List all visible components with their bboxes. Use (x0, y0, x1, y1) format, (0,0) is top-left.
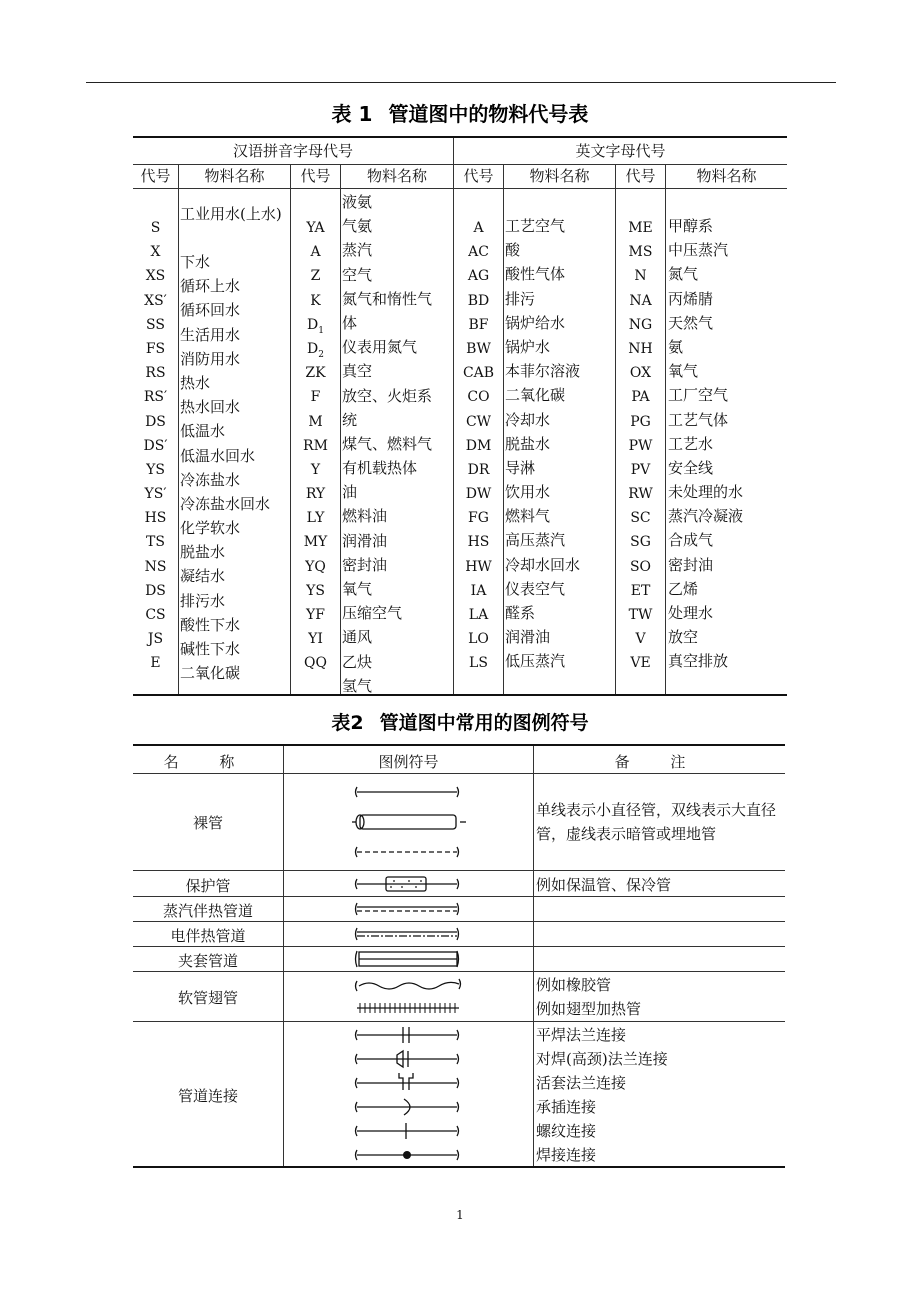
material-code: ME (628, 220, 653, 236)
material-code: RS (145, 365, 166, 382)
connection-notes (536, 1023, 668, 1167)
steam-traced-symbol (284, 897, 534, 921)
material-name: 消防用水 (180, 349, 241, 368)
col-name-header-text: 名 称 (163, 753, 253, 771)
material-code: SC (630, 510, 651, 527)
material-name: 排污水 (180, 591, 226, 610)
material-code: $D_2$ (307, 340, 324, 360)
material-code: YS′ (144, 486, 167, 503)
table1-title-text: 管道图中的物料代号表 (388, 102, 589, 126)
material-name: 导淋 (505, 458, 536, 477)
material-name: 氧气 (668, 362, 699, 381)
material-code: A (310, 244, 321, 261)
material-name: 密封油 (668, 555, 714, 574)
steam-traced-name: 蒸汽伴热管道 (162, 902, 253, 920)
material-code: YF (306, 607, 325, 623)
material-code: BD (467, 292, 490, 309)
english-names-column-1 (505, 214, 615, 674)
material-code: Z (310, 268, 321, 285)
col-name-header (133, 751, 283, 772)
protected-pipe-name: 保护管 (185, 877, 231, 895)
material-name: 排污 (505, 289, 536, 308)
material-name: 脱盐水 (505, 434, 551, 453)
material-code: V (635, 631, 646, 648)
pinyin-codes-column-2 (291, 216, 340, 676)
material-name: 脱盐水 (180, 543, 226, 562)
material-code: PA (631, 389, 650, 406)
material-name: 凝结水 (180, 567, 226, 586)
table1-divider (340, 164, 341, 694)
material-code: XS (145, 268, 166, 285)
material-code: M (308, 413, 323, 430)
material-code: PG (630, 413, 651, 430)
material-name: 工艺气体 (668, 410, 729, 429)
material-code: RY (305, 486, 326, 503)
material-name: 下水 (180, 253, 211, 271)
material-code: QQ (304, 655, 327, 672)
material-name: 油 (342, 483, 358, 502)
col-code-header: 代号 (625, 167, 656, 185)
material-code: RM (303, 437, 328, 454)
material-name: 有机载热体 (342, 459, 418, 478)
material-name: 冷冻盐水回水 (180, 494, 271, 513)
col-name-header: 物料名称 (204, 167, 265, 185)
material-name: 二氧化碳 (180, 664, 241, 683)
material-code: NA (629, 292, 652, 309)
material-code: BW (466, 340, 491, 357)
table1-title (0, 98, 920, 127)
material-name: 真空 (342, 362, 373, 381)
material-name: 冷却水 (505, 410, 551, 429)
col-note-header (534, 751, 784, 772)
col-name-header: 物料名称 (366, 167, 427, 185)
material-code: RS′ (143, 389, 168, 406)
material-name: 热水回水 (180, 398, 241, 417)
table2-number: 表2 (331, 712, 364, 734)
col-code-header: 代号 (140, 167, 171, 185)
col-name-header: 物料名称 (696, 167, 757, 185)
material-name: 通风 (342, 628, 373, 647)
material-code: CAB (462, 365, 495, 382)
table1-divider (178, 164, 179, 694)
material-code: IA (470, 582, 487, 599)
electric-traced-name: 电伴热管道 (170, 927, 246, 945)
material-code: DS (145, 582, 166, 599)
material-code: LY (306, 510, 325, 527)
pinyin-names-column-1 (180, 202, 290, 685)
bare-pipe-symbol (284, 774, 534, 870)
material-name: 工艺水 (668, 434, 714, 453)
material-name: 工艺空气 (505, 217, 566, 235)
col-code-header: 代号 (300, 167, 331, 185)
material-name: 空气 (342, 265, 373, 284)
material-name: 低温水 (180, 422, 226, 441)
english-names-column-2 (668, 214, 786, 674)
lap-joint-flange-note: 活套法兰连接 (536, 1074, 627, 1092)
socket-connection-note: 承插连接 (536, 1098, 597, 1116)
material-name: 处理水 (668, 604, 714, 622)
material-name: 锅炉水 (505, 337, 551, 356)
material-code: S (150, 220, 161, 236)
material-name: 安全线 (668, 458, 714, 477)
material-code: YI (308, 631, 323, 648)
material-name: 工业用水(上水) (180, 205, 282, 223)
material-name: 润滑油 (342, 531, 388, 550)
material-name: 气氨 (342, 217, 373, 236)
material-code: A (473, 220, 484, 236)
material-code: DM (465, 437, 492, 454)
material-name: 蒸汽 (342, 241, 373, 260)
material-name: 酸 (505, 241, 521, 260)
material-code: ET (630, 582, 651, 599)
material-name: 润滑油 (505, 628, 551, 647)
col-name-header: 物料名称 (529, 167, 590, 185)
material-code-table (133, 136, 787, 696)
material-code: DS′ (143, 437, 168, 454)
hose-finned-name: 软管翅管 (177, 989, 238, 1007)
material-code: N (634, 268, 647, 285)
material-name: 中压蒸汽 (668, 241, 729, 260)
material-name: 高压蒸汽 (505, 531, 566, 550)
material-name: 氮气和惰性气 (342, 289, 433, 308)
material-name: 燃料油 (342, 507, 388, 526)
material-code: VE (630, 655, 651, 672)
material-code: RW (628, 486, 653, 503)
material-code: CS (145, 607, 166, 623)
material-code: SS (146, 316, 165, 333)
material-code: MY (303, 534, 328, 551)
material-code: AC (468, 244, 489, 261)
material-name: 氢气 (342, 676, 373, 695)
material-name: 氧气 (342, 580, 373, 598)
material-name: 工厂空气 (668, 386, 729, 405)
welded-connection-note: 焊接连接 (536, 1146, 597, 1164)
finned-note: 例如翅型加热管 (536, 1000, 642, 1018)
material-name: 燃料气 (505, 507, 551, 526)
material-name: 放空、火炬系 (342, 386, 433, 405)
table1-divider (665, 164, 666, 694)
material-code: AG (467, 268, 490, 285)
material-code: LA (468, 607, 489, 623)
material-name: 天然气 (668, 313, 714, 332)
material-name: 合成气 (668, 531, 714, 550)
material-code: HW (465, 558, 492, 575)
pipe-connection-name: 管道连接 (177, 1087, 238, 1105)
hose-note: 例如橡胶管 (536, 976, 612, 994)
pinyin-group-header: 汉语拼音字母代号 (232, 142, 353, 160)
material-name: 冷却水回水 (505, 555, 581, 574)
table1-rule (133, 188, 787, 189)
material-code: F (310, 389, 321, 406)
hose-finned-symbol (284, 972, 534, 1021)
threaded-connection-note: 螺纹连接 (536, 1122, 597, 1140)
material-name: 二氧化碳 (505, 386, 566, 405)
table2-title-text: 管道图中常用的图例符号 (379, 712, 589, 734)
material-name: 压缩空气 (342, 604, 403, 623)
material-name: 氮气 (668, 265, 699, 284)
pinyin-codes-column-1 (133, 216, 178, 676)
material-code: LS (469, 655, 488, 672)
material-name: 甲醇系 (668, 217, 714, 235)
material-code: HS (144, 510, 167, 527)
material-name: 循环回水 (180, 301, 241, 320)
material-code: NH (628, 340, 653, 357)
material-code: CO (467, 389, 490, 406)
material-code: $D_1$ (307, 316, 324, 336)
material-name: 低温水回水 (180, 446, 256, 465)
material-name: 酸性气体 (505, 265, 566, 284)
material-name: 密封油 (342, 555, 388, 574)
material-code: DS (145, 413, 166, 430)
material-name: 冷冻盐水 (180, 470, 241, 489)
material-name: 仪表空气 (505, 579, 566, 598)
protected-pipe-note: 例如保温管、保冷管 (536, 876, 672, 894)
material-code: Y (310, 461, 321, 478)
material-code: YS (306, 582, 325, 599)
material-code: CW (465, 413, 492, 430)
material-code: ZK (305, 365, 326, 382)
page-number: 1 (456, 1208, 464, 1222)
material-code: BF (468, 316, 489, 333)
jacketed-symbol (284, 947, 534, 971)
english-codes-column-1 (454, 216, 503, 676)
material-code: LO (468, 631, 489, 648)
bare-pipe-note: 单线表示小直径管，双线表示大直径管，虚线表示暗管或埋地管 (536, 801, 777, 843)
material-code: PV (630, 461, 651, 478)
connection-symbols (284, 1022, 534, 1168)
material-name: 锅炉给水 (505, 313, 566, 332)
material-name: 饮用水 (505, 483, 551, 502)
material-code: PW (628, 437, 653, 454)
material-code: TS (146, 534, 165, 551)
material-name: 醛系 (505, 604, 536, 622)
col-code-header: 代号 (463, 167, 494, 185)
material-name: 体 (342, 313, 358, 332)
material-name: 液氨 (342, 193, 373, 211)
col-note-header-text: 备 注 (614, 753, 704, 771)
material-code: TW (628, 607, 653, 623)
col-symbol-header: 图例符号 (378, 753, 439, 771)
material-name: 热水 (180, 373, 211, 392)
flat-weld-flange-note: 平焊法兰连接 (536, 1026, 627, 1044)
material-name: 乙烯 (668, 579, 699, 598)
table1-number: 表 1 (331, 102, 373, 126)
material-name: 乙炔 (342, 652, 373, 671)
material-code: YA (306, 220, 325, 236)
material-code: HS (467, 534, 490, 551)
jacketed-name: 夹套管道 (177, 952, 238, 970)
material-name: 统 (342, 410, 358, 429)
material-code: FG (468, 510, 489, 527)
material-code: MS (628, 244, 653, 261)
material-code: YQ (305, 558, 326, 575)
material-name: 酸性下水 (180, 615, 241, 634)
material-name: 本菲尔溶液 (505, 362, 581, 381)
material-name: 蒸汽冷凝液 (668, 507, 744, 526)
material-name: 仪表用氮气 (342, 338, 418, 357)
material-code: FS (145, 340, 166, 357)
material-name: 低压蒸汽 (505, 652, 566, 671)
pinyin-names-column-2 (342, 190, 452, 698)
material-name: 碱性下水 (180, 640, 241, 658)
material-name: 循环上水 (180, 277, 241, 296)
material-name: 未处理的水 (668, 483, 744, 502)
material-code: JS (147, 631, 164, 648)
english-group-header: 英文字母代号 (575, 142, 666, 160)
table1-divider (503, 164, 504, 694)
material-code: OX (629, 365, 652, 382)
legend-symbol-table (133, 744, 785, 1168)
material-code: DW (465, 486, 492, 503)
material-code: X (150, 244, 161, 261)
material-code: SO (629, 558, 652, 575)
electric-traced-symbol (284, 922, 534, 946)
material-code: NS (144, 558, 167, 575)
material-name: 真空排放 (668, 652, 729, 671)
material-code: DR (467, 461, 490, 478)
material-name: 化学软水 (180, 519, 241, 538)
english-codes-column-2 (616, 216, 665, 676)
material-code: SG (630, 534, 651, 551)
material-code: E (150, 655, 161, 672)
material-name: 氨 (668, 337, 684, 356)
material-name: 生活用水 (180, 325, 241, 344)
material-code: K (310, 292, 321, 309)
table2-title (0, 708, 920, 735)
material-code: YS (146, 461, 165, 478)
material-code: NG (628, 316, 653, 333)
header-rule (86, 82, 836, 83)
butt-weld-flange-note: 对焊(高颈)法兰连接 (536, 1050, 668, 1068)
material-name: 放空 (668, 628, 699, 647)
material-name: 丙烯腈 (668, 289, 714, 308)
protected-pipe-symbol (284, 871, 534, 896)
material-name: 煤气、燃料气 (342, 434, 433, 453)
material-code: XS′ (144, 292, 167, 309)
bare-pipe-name: 裸管 (192, 814, 223, 832)
